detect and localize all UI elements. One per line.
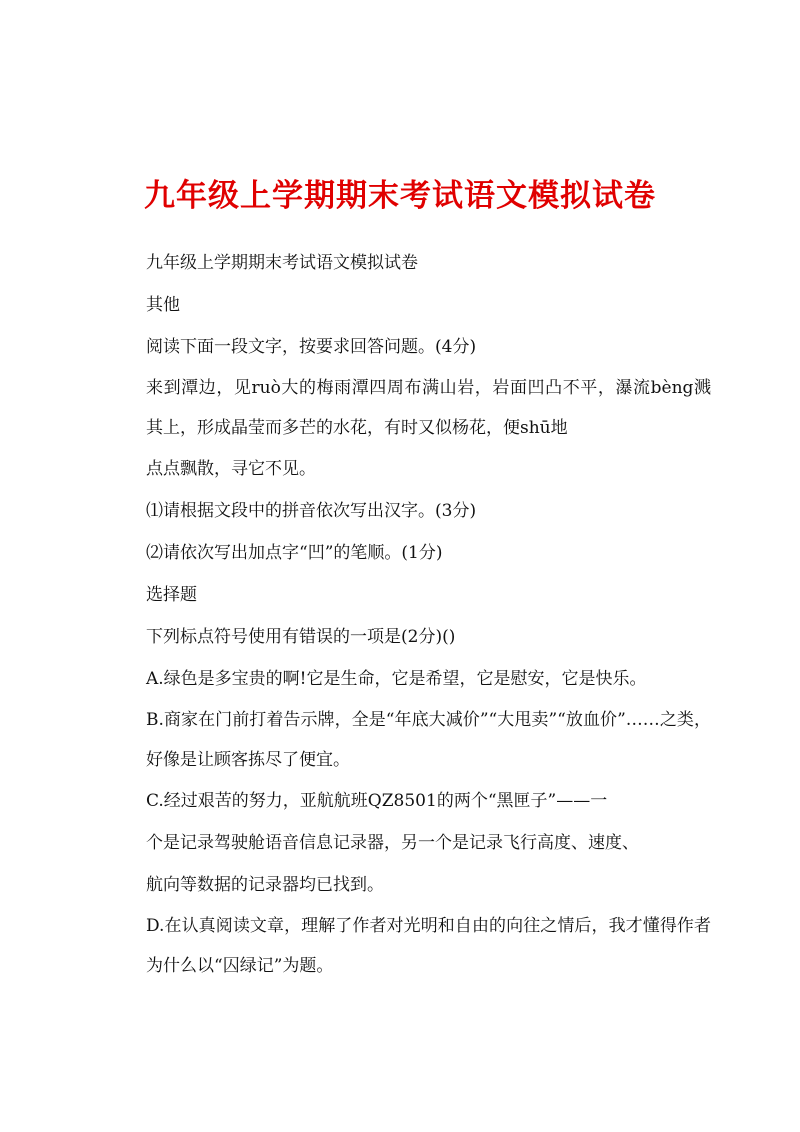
- document-title: 九年级上学期期末考试语文模拟试卷: [144, 178, 656, 214]
- subtitle-line: 九年级上学期期末考试语文模拟试卷: [146, 253, 418, 273]
- section-heading-choice: 选择题: [146, 585, 197, 605]
- question-2: ⑵请依次写出加点字“凹”的笔顺。(1分): [146, 543, 443, 563]
- option-c-line-3: 航向等数据的记录器均已找到。: [146, 875, 384, 895]
- choice-question-stem: 下列标点符号使用有错误的一项是(2分)(): [146, 627, 456, 647]
- passage-text-end: 点点飘散，寻它不见。: [146, 459, 316, 479]
- reading-instruction: 阅读下面一段文字，按要求回答问题。(4分): [146, 337, 477, 357]
- option-a: A.绿色是多宝贵的啊!它是生命，它是希望，它是慰安，它是快乐。: [146, 669, 647, 689]
- option-c-line-2: 个是记录驾驶舱语音信息记录器，另一个是记录飞行高度、速度、: [146, 833, 639, 853]
- section-heading-other: 其他: [146, 295, 180, 315]
- option-c-line-1: C.经过艰苦的努力，亚航航班QZ8501的两个“黑匣子”——一: [146, 791, 608, 811]
- option-b: B.商家在门前打着告示牌，全是“年底大减价”“大甩卖”“放血价”……之类，好像是让顾客拣尽了便宜。: [146, 710, 711, 770]
- passage-text: 来到潭边，见ruò大的梅雨潭四周布满山岩，岩面凹凸不平，瀑流bèng溅其上，形成晶莹而多芒的水花，有时又似杨花，便shū地: [146, 378, 711, 438]
- document-body: [146, 242, 711, 986]
- question-1: ⑴请根据文段中的拼音依次写出汉字。(3分): [146, 501, 477, 521]
- option-d: D.在认真阅读文章，理解了作者对光明和自由的向往之情后，我才懂得作者为什么以“囚绿记”为题。: [146, 916, 711, 976]
